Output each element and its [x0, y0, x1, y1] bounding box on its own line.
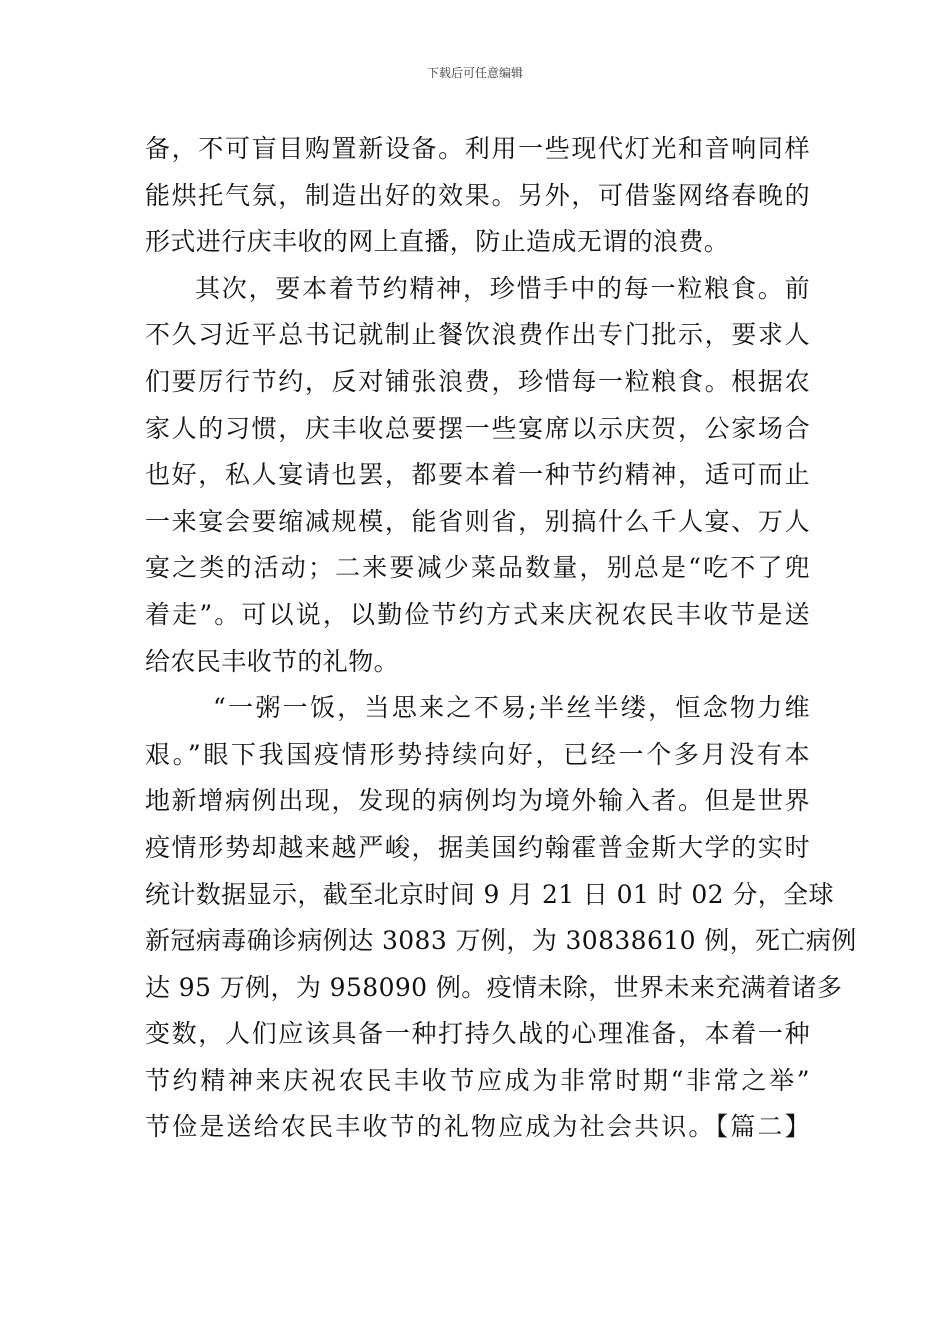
- text-line: 艰。”眼下我国疫情形势持续向好，已经一个多月没有本: [145, 739, 810, 769]
- text-line: 其次，要本着节约精神，珍惜手中的每一粒粮食。前: [195, 273, 810, 303]
- paragraph-2: [145, 266, 810, 685]
- text-line: “一粥一饭，当思来之不易;半丝半缕，恒念物力维: [213, 693, 810, 723]
- paragraph-1: [145, 126, 810, 266]
- text-line: 达 95 万例，为 958090 例。疫情未除，世界未来充满着诸多: [145, 972, 843, 1002]
- text-line: 变数，人们应该具备一种打持久战的心理准备，本着一种: [145, 1019, 810, 1049]
- text-line: 们要厉行节约，反对铺张浪费，珍惜每一粒粮食。根据农: [145, 366, 810, 396]
- text-line: 统计数据显示，截至北京时间 9 月 21 日 01 时 02 分，全球: [145, 879, 834, 909]
- text-line: 节约精神来庆祝农民丰收节应成为非常时期“非常之举”: [145, 1065, 810, 1095]
- text-line: 新冠病毒确诊病例达 3083 万例，为 30838610 例，死亡病例: [145, 926, 857, 956]
- text-line: 也好，私人宴请也罢，都要本着一种节约精神，适可而止: [145, 460, 810, 490]
- text-line: 能烘托气氛，制造出好的效果。另外，可借鉴网络春晚的: [145, 180, 810, 210]
- text-line: 形式进行庆丰收的网上直播，防止造成无谓的浪费。: [145, 227, 730, 257]
- text-line: 家人的习惯，庆丰收总要摆一些宴席以示庆贺，公家场合: [145, 413, 810, 443]
- page-header: 下载后可任意编辑: [426, 66, 523, 80]
- paragraph-3: [145, 685, 857, 1151]
- text-line: 节俭是送给农民丰收节的礼物应成为社会共识。【篇二】: [145, 1112, 810, 1142]
- text-line: 一来宴会要缩减规模，能省则省，别搞什么千人宴、万人: [145, 506, 810, 536]
- text-line: 着走”。可以说，以勤俭节约方式来庆祝农民丰收节是送: [145, 599, 810, 629]
- text-line: 宴之类的活动；二来要减少菜品数量，别总是“吃不了兜: [145, 553, 810, 583]
- text-line: 备，不可盲目购置新设备。利用一些现代灯光和音响同样: [145, 134, 810, 163]
- text-line: 给农民丰收节的礼物。: [145, 646, 400, 676]
- text-line: 不久习近平总书记就制止餐饮浪费作出专门批示，要求人: [145, 320, 810, 350]
- document-body: [145, 126, 857, 1151]
- text-line: 地新增病例出现，发现的病例均为境外输入者。但是世界: [145, 786, 810, 816]
- text-line: 疫情形势却越来越严峻，据美国约翰霍普金斯大学的实时: [145, 832, 810, 862]
